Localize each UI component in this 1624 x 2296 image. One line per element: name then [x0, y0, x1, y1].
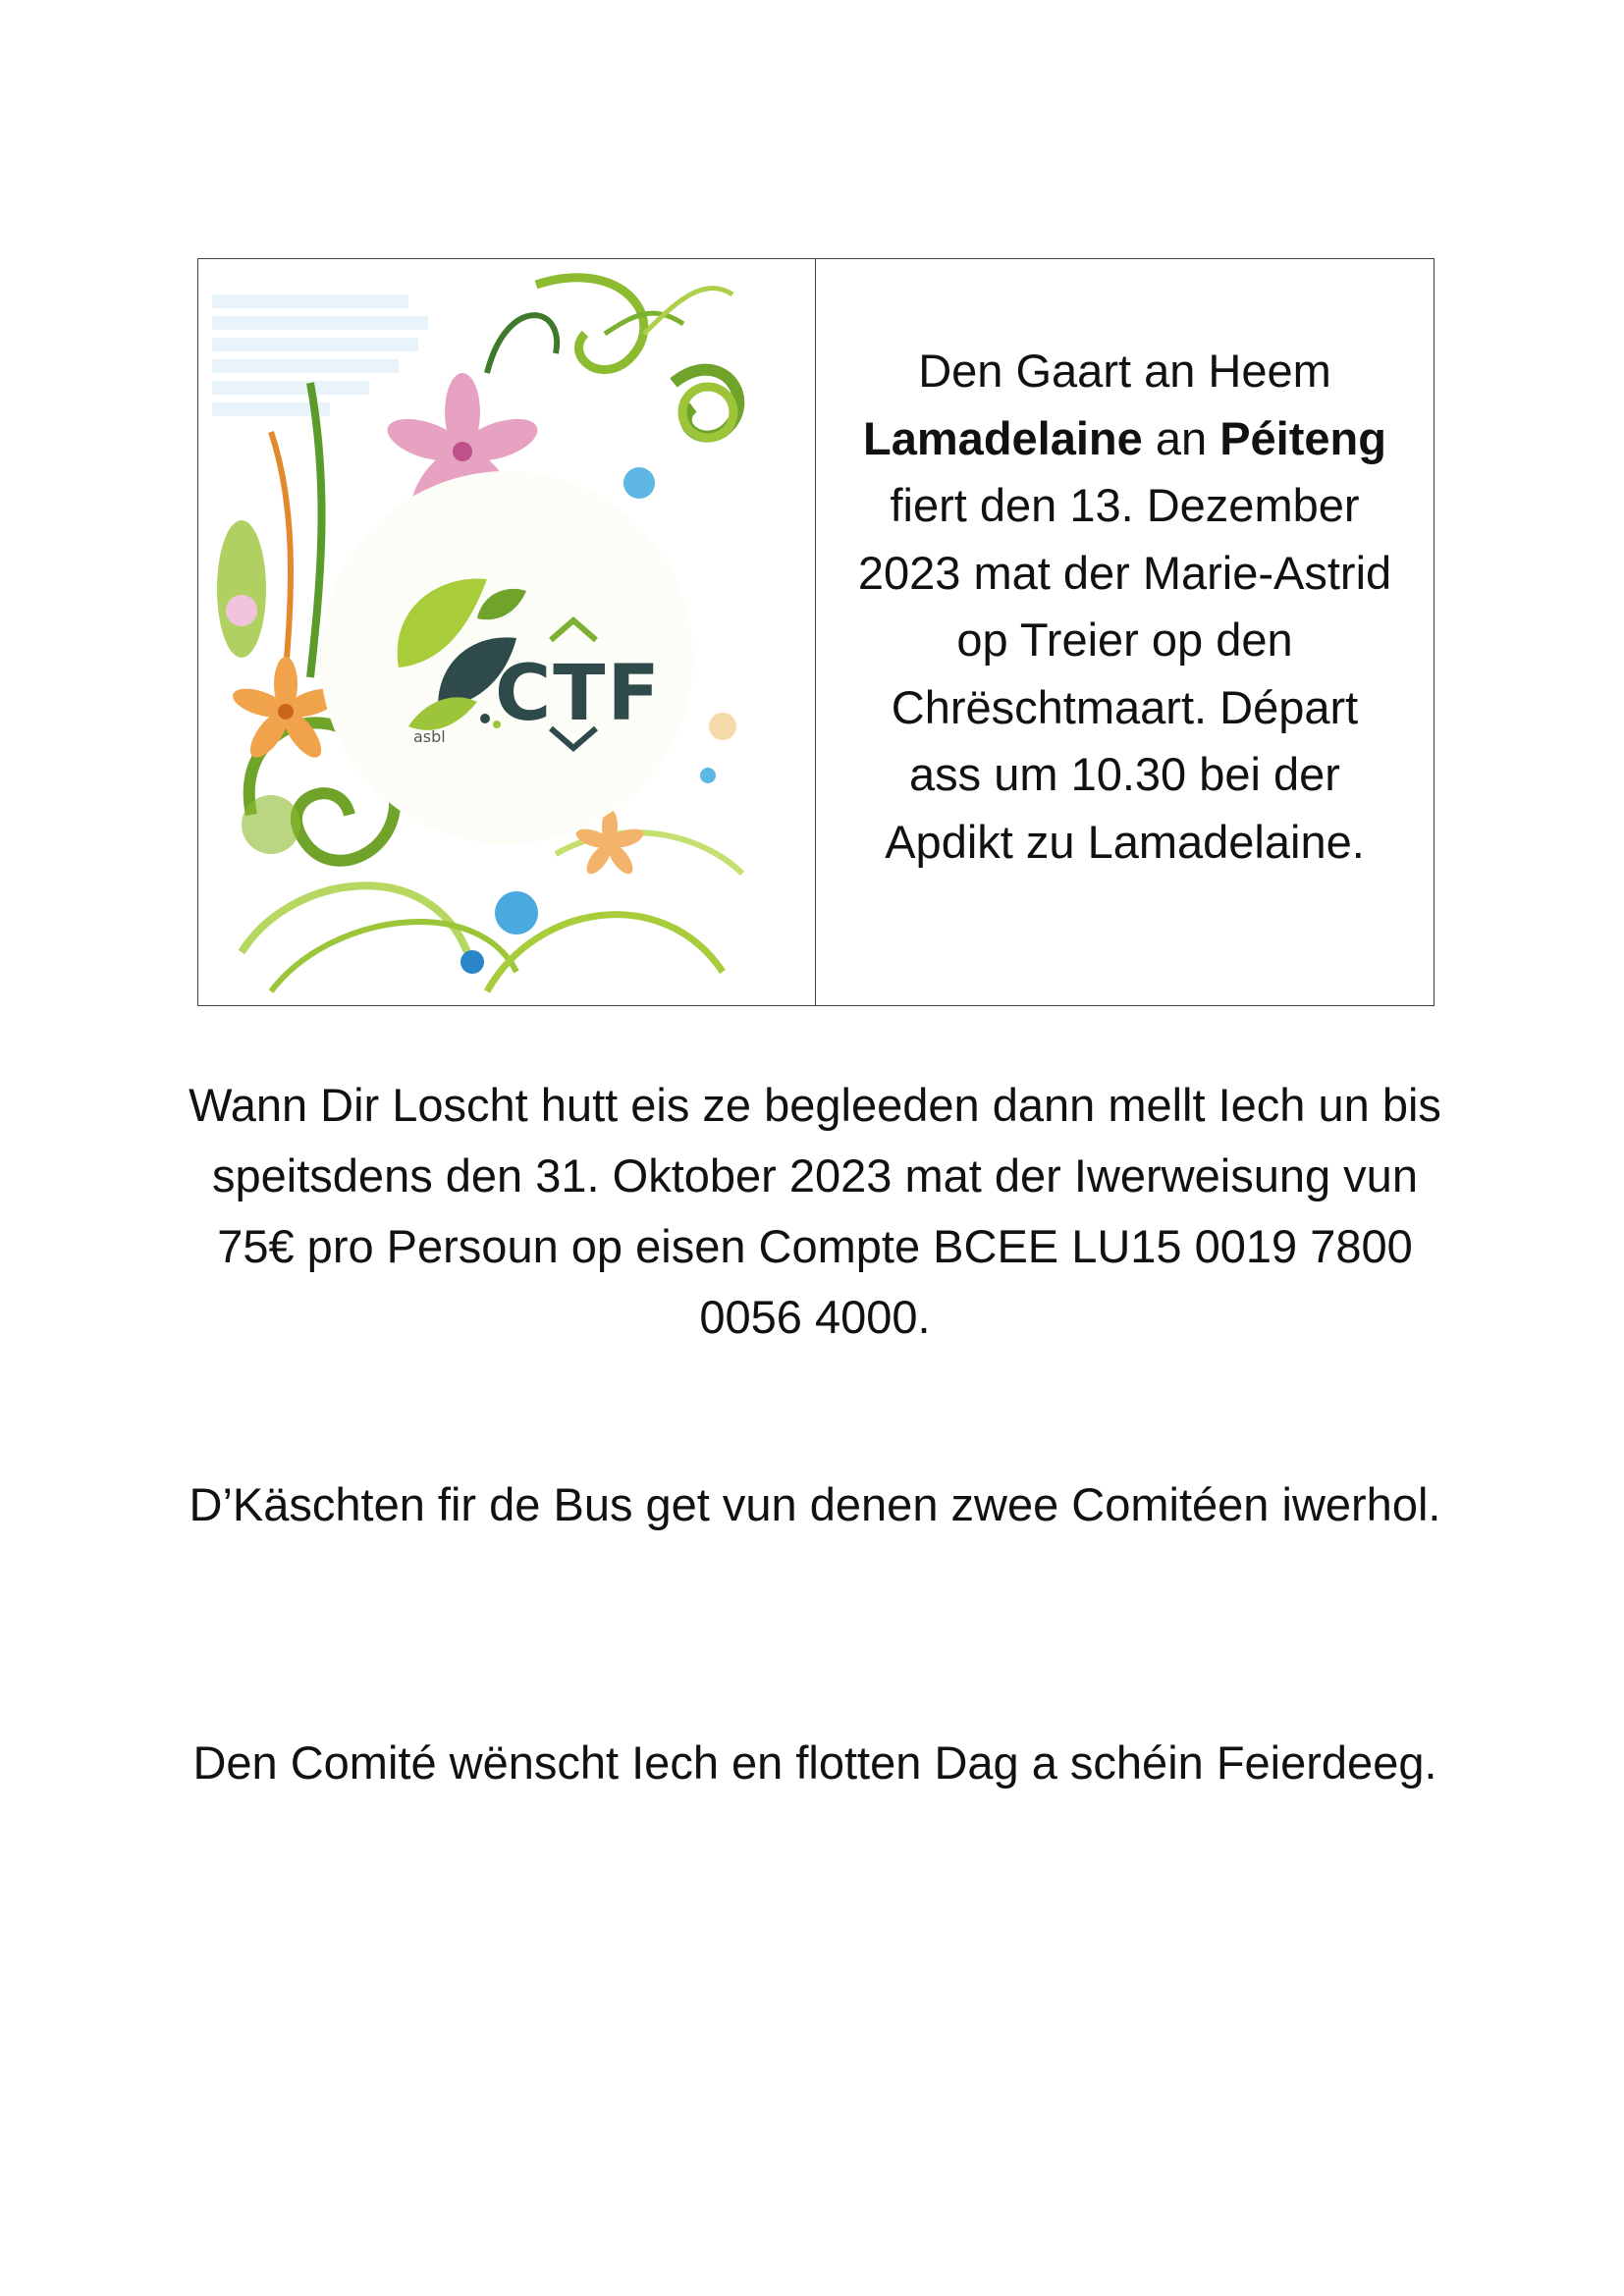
event-details: fiert den 13. Dezember 2023 mat der Marie-Astrid op Treier op den Chrëschtmaart. Départ ass um 10.30 bei der Apdikt zu Lamadelaine.: [857, 479, 1392, 868]
floral-logo-image: [198, 259, 816, 1005]
registration-paragraph: Wann Dir Loscht hutt eis ze begleeden dann mellt Iech un bis speitsdens den 31. Oktober 2023 mat der Iwerweisung vun 75€ pro Persoun op eisen Compte BCEE LU15 0019 7800 0056 4000.: [189, 1079, 1441, 1343]
wishes-paragraph: Den Comité wënscht Iech en flotten Dag a schéin Feierdeeg.: [192, 1736, 1437, 1789]
ctf-floral-illustration: [212, 265, 774, 995]
event-intro: Den Gaart an Heem: [918, 345, 1331, 397]
event-description-cell: [816, 259, 1434, 1005]
ctf-logo-subtext: asbl: [413, 727, 446, 746]
event-info-table: [197, 258, 1435, 1006]
event-conjunction: an: [1142, 411, 1220, 464]
bus-costs-paragraph: D’Käschten fir de Bus get vun denen zwee Comitéen iwerhol.: [189, 1478, 1441, 1530]
event-description: [850, 338, 1400, 876]
org-peiteng: Péiteng: [1219, 411, 1386, 464]
org-lamadelaine: Lamadelaine: [863, 411, 1143, 464]
ctf-logo-text: CTF: [495, 650, 662, 738]
